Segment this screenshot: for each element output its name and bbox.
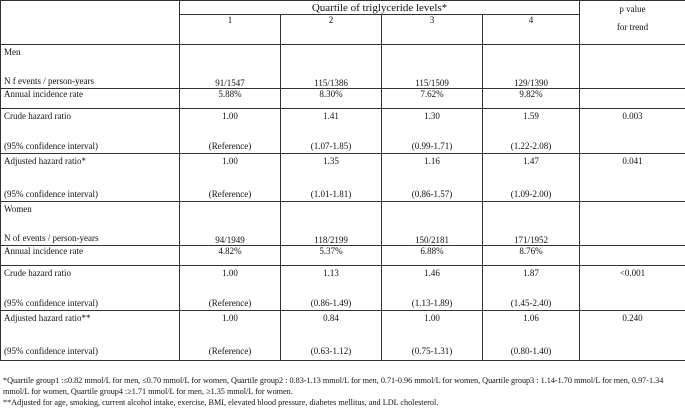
women-crude-q4: 1.87 [523,267,539,278]
header-blank-cell [1,1,180,45]
men-crude-q3: 1.30 [424,110,440,121]
women-crude-ci-q2: (0.86-1.49) [310,297,352,308]
table-row [1,45,685,89]
women-incidence-q2: 5.37% [281,246,382,265]
women-adjusted-q1: 1.00 [222,312,238,323]
women-adjusted-label: Adjusted hazard ratio** [4,312,91,323]
table-row [1,246,685,265]
women-adjusted-ci-q4: (0.80-1.40) [510,345,552,356]
men-crude-ci-q1: (Reference) [208,140,252,151]
men-crude-q2: 1.41 [323,110,339,121]
table-row [1,310,685,360]
women-incidence-p [580,246,685,265]
men-events-q2: 115/1386 [281,45,382,89]
women-crude-q2: 1.13 [323,267,339,278]
women-events-label-cell [1,201,180,245]
men-adjusted-q2-cell [281,153,382,201]
table-footnotes [3,375,683,408]
men-adjusted-q2: 1.35 [323,155,339,166]
women-crude-ci-q4: (1.45-2.40) [510,297,552,308]
men-crude-q1-cell [180,108,281,153]
quartile-2-header: 2 [281,15,382,45]
men-events-q4: 129/1390 [483,45,580,89]
men-adjusted-q3: 1.16 [424,155,440,166]
women-crude-ci-label: (95% confidence interval) [4,297,98,308]
footnote-quartile-groups: *Quartile group1 :≤0.82 mmol/L for men, ≤0.70 mmol/L for women, Quartile group2 : 0.83-1.13 mmol/L for men, 0.71-0.96 mmol/L for women, Quartile group3 : 1.14-1.70 mmol/L for men, 0.97-1.34 mmol/L for women, Quartile group4 :≥1.71 mmol/L for men, ≥1.35 mmol/L for women. [3,376,664,396]
women-crude-q3-cell [382,265,483,310]
men-crude-q2-cell [281,108,382,153]
men-incidence-q1: 5.88% [180,89,281,108]
women-incidence-q1: 4.82% [180,246,281,265]
quartile-3-header: 3 [382,15,483,45]
p-value-header [580,1,685,45]
men-adjusted-label: Adjusted hazard ratio* [4,155,86,166]
men-incidence-q3: 7.62% [382,89,483,108]
table-row [1,108,685,153]
women-section-label: Women [4,203,32,214]
women-crude-q2-cell [281,265,382,310]
men-events-label-cell [1,45,180,89]
men-events-q1: 91/1547 [180,45,281,89]
men-adjusted-q4-cell [483,153,580,201]
women-adjusted-q3-cell [382,310,483,360]
women-crude-q4-cell [483,265,580,310]
women-crude-q1: 1.00 [222,267,238,278]
men-events-label: N f events / person-years [4,76,94,87]
women-incidence-q4: 8.76% [483,246,580,265]
women-events-q4: 171/1952 [483,201,580,245]
women-adjusted-q2: 0.84 [323,312,339,323]
men-adjusted-ci-q1: (Reference) [208,188,252,199]
men-adjusted-p: 0.041 [580,153,685,201]
men-crude-ci-label: (95% confidence interval) [4,140,98,151]
women-adjusted-q1-cell [180,310,281,360]
men-adjusted-q4: 1.47 [523,155,539,166]
women-crude-q1-cell [180,265,281,310]
for-trend-label: for trend [616,22,649,32]
women-events-p [580,201,685,245]
men-incidence-p [580,89,685,108]
women-incidence-q3: 6.88% [382,246,483,265]
footnote-adjustment: **Adjusted for age, smoking, current alcohol intake, exercise, BMI, elevated blood pressure, diabetes mellitus, and LDL cholesterol. [3,398,439,407]
women-adjusted-ci-q1: (Reference) [208,345,252,356]
men-crude-label: Crude hazard ratio [4,110,71,121]
women-adjusted-label-cell [1,310,180,360]
table-row [1,265,685,310]
women-adjusted-q4: 1.06 [523,312,539,323]
women-crude-ci-q3: (1.13-1.89) [411,297,453,308]
women-events-q3: 150/2181 [382,201,483,245]
men-adjusted-ci-label: (95% confidence interval) [4,188,98,199]
women-crude-q3: 1.46 [424,267,440,278]
men-adjusted-ci-q4: (1.09-2.00) [510,188,552,199]
men-events-q3: 115/1509 [382,45,483,89]
men-section-label: Men [4,47,21,58]
quartile-4-header: 4 [483,15,580,45]
men-adjusted-ci-q3: (0.86-1.57) [411,188,453,199]
men-crude-q1: 1.00 [222,110,238,121]
men-crude-ci-q2: (1.07-1.85) [310,140,352,151]
women-events-label: N of events / person-years [4,232,99,243]
men-adjusted-q1-cell [180,153,281,201]
men-incidence-q2: 8.30% [281,89,382,108]
women-adjusted-q2-cell [281,310,382,360]
p-value-label: p value [619,4,646,14]
women-adjusted-p: 0.240 [580,310,685,360]
men-adjusted-label-cell [1,153,180,201]
men-crude-p: 0.003 [580,108,685,153]
women-crude-label: Crude hazard ratio [4,267,71,278]
men-adjusted-q1: 1.00 [222,155,238,166]
table-row [1,201,685,245]
men-crude-q4: 1.59 [523,110,539,121]
women-adjusted-ci-label: (95% confidence interval) [4,345,98,356]
women-adjusted-ci-q2: (0.63-1.12) [310,345,352,356]
men-incidence-label: Annual incidence rate [1,89,180,108]
women-events-q2: 118/2199 [281,201,382,245]
women-adjusted-q4-cell [483,310,580,360]
women-crude-ci-q1: (Reference) [208,297,252,308]
women-crude-p: <0.001 [580,265,685,310]
table-row [1,89,685,108]
men-crude-ci-q3: (0.99-1.71) [411,140,453,151]
men-adjusted-q3-cell [382,153,483,201]
men-events-p [580,45,685,89]
men-adjusted-ci-q2: (1.01-1.81) [310,188,352,199]
table-row [1,153,685,201]
men-incidence-q4: 9.82% [483,89,580,108]
men-crude-label-cell [1,108,180,153]
men-crude-q4-cell [483,108,580,153]
quartile-title: Quartile of triglyceride levels* [180,1,580,15]
women-adjusted-q3: 1.00 [424,312,440,323]
quartile-1-header: 1 [180,15,281,45]
men-crude-ci-q4: (1.22-2.08) [510,140,552,151]
women-adjusted-ci-q3: (0.75-1.31) [411,345,453,356]
men-crude-q3-cell [382,108,483,153]
women-incidence-label: Annual incidence rate [1,246,180,265]
women-events-q1: 94/1949 [180,201,281,245]
women-crude-label-cell [1,265,180,310]
